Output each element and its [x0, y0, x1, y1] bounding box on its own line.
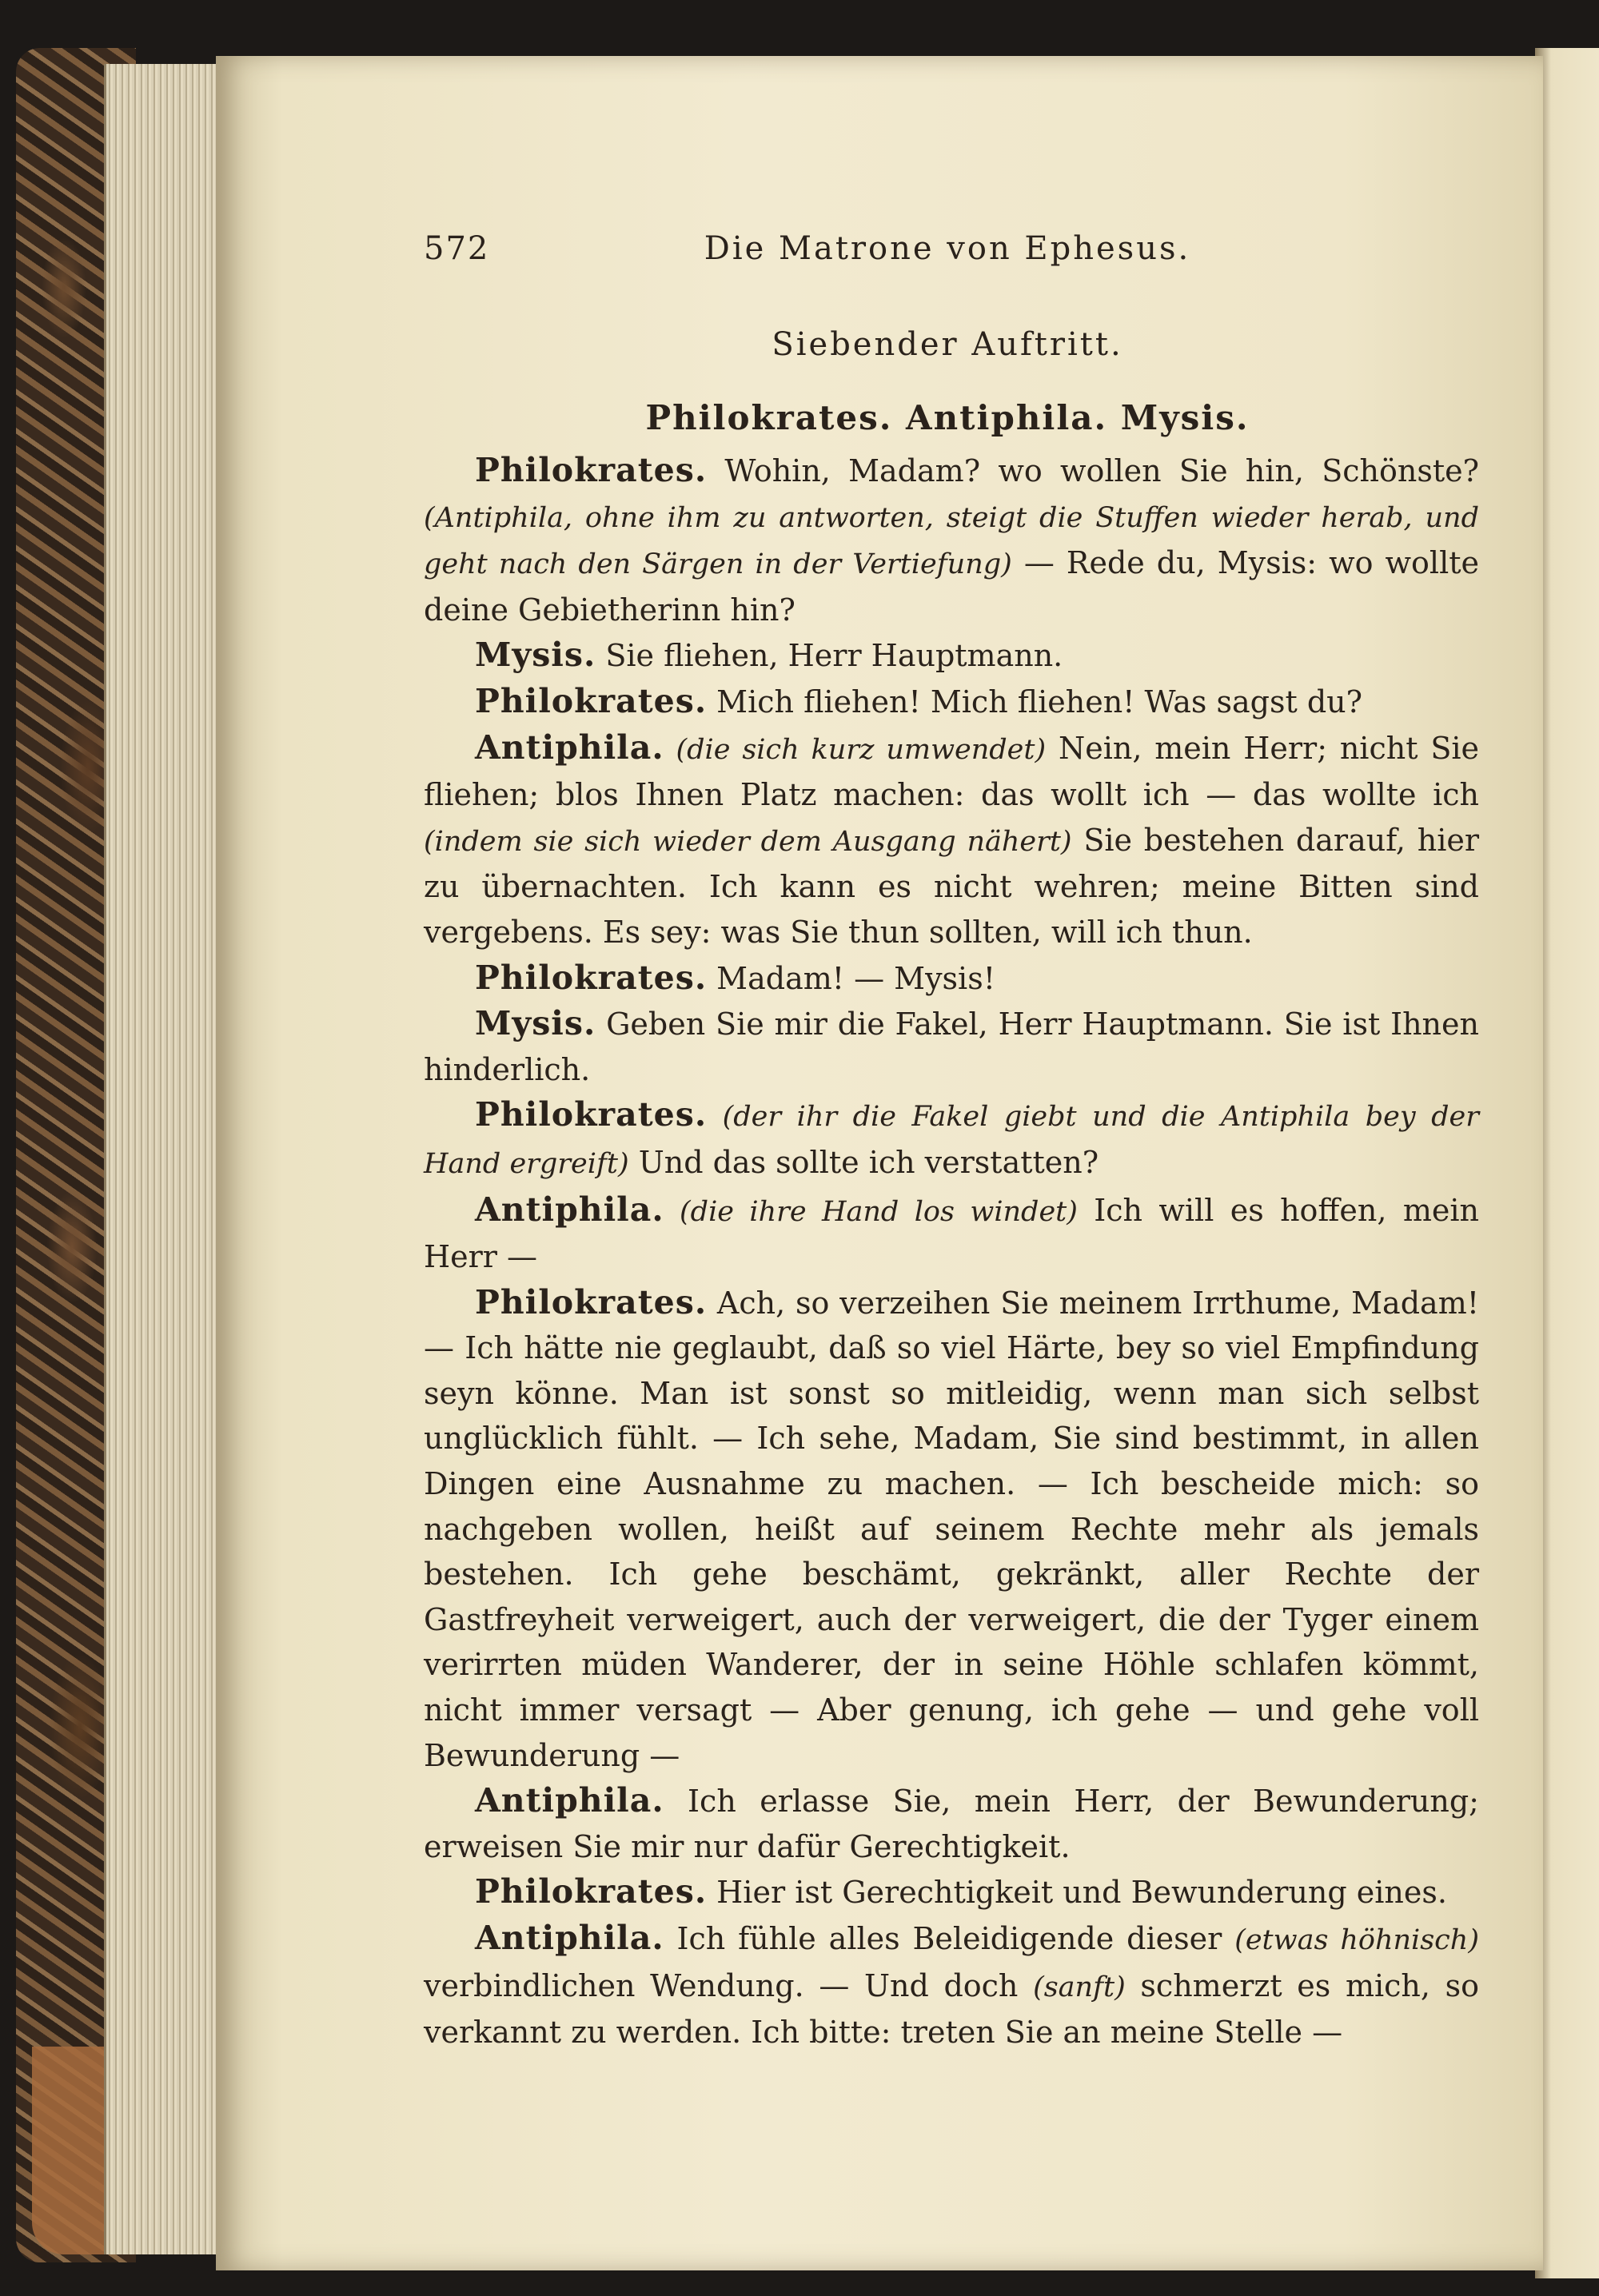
speech-text: Sie bestehen darauf, hier zu übernachten. Ich kann es nicht wehren; meine Bitten sind vergebens. Es sey: was Sie thun sollten, will ich thun.: [424, 822, 1479, 950]
speaker-name: Philokrates.: [475, 1282, 708, 1321]
scene-cast: Philokrates. Antiphila. Mysis.: [645, 398, 1250, 437]
speech-paragraph: [424, 1280, 1479, 1779]
speech-paragraph: [424, 632, 1479, 679]
stage-direction: (die ihre Hand los windet): [664, 1195, 1078, 1228]
speech-text: schmerzt es mich, so verkannt zu werden. Ich bitte: treten Sie an meine Stelle —: [424, 1967, 1479, 2051]
speech-text: Mich fliehen! Mich fliehen! Was sagst du?: [707, 684, 1363, 719]
speaker-name: Antiphila.: [475, 727, 664, 767]
facing-page-edge: [1535, 48, 1599, 2278]
stage-direction: (sanft): [1033, 1971, 1126, 2003]
speech-paragraph: [424, 1778, 1479, 1869]
speech-text: Wohin, Madam? wo wollen Sie hin, Schönste?: [707, 453, 1479, 488]
speech-paragraph: [424, 1001, 1479, 1092]
speech-text: Hier ist Gerechtigkeit und Bewunderung eines.: [707, 1875, 1447, 1911]
speech-paragraph: [424, 1187, 1479, 1280]
speech-text: Sie fliehen, Herr Hauptmann.: [596, 638, 1063, 674]
speech-text: Ach, so verzeihen Sie meinem Irrthume, Madam! — Ich hätte nie geglaubt, daß so viel Härte, bey so viel Empfindung seyn könne. Man ist sonst so mitleidig, wenn man sich selbst unglücklich fühlt. — Ich sehe, Madam, Sie sind bestimmt, in allen Dingen eine Ausnahme zu machen. — Ich bescheide mich: so nachgeben wollen, heißt auf seinem Rechte mehr als jemals bestehen. Ich gehe beschämt, gekränkt, aller Rechte der Gastfreyheit verweigert, auch der verweigert, die der Tyger einem verirrten müden Wanderer, der in seine Höhle schlafen kömmt, nicht immer versagt — Aber genung, ich gehe — und gehe voll Bewunderung —: [424, 1285, 1479, 1773]
stage-direction: (Antiphila, ohne ihm zu antworten, steigt die Stuffen wieder herab, und geht nach den Särgen in der Vertiefung): [424, 501, 1479, 581]
speech-text: verbindlichen Wendung. — Und doch: [424, 1967, 1034, 2003]
speaker-name: Antiphila.: [475, 1190, 664, 1229]
stage-direction: (indem sie sich wieder dem Ausgang nähert): [424, 825, 1072, 858]
speech-paragraph: [424, 448, 1479, 632]
speech-paragraph: [424, 679, 1479, 725]
dialogue-body: [424, 448, 1479, 2055]
speaker-name: Antiphila.: [475, 1781, 664, 1820]
speech-text: Ich will es hoffen, mein Herr —: [424, 1192, 1479, 1275]
speaker-name: Antiphila.: [475, 1919, 664, 1957]
speech-paragraph: [424, 1869, 1479, 1915]
running-title: Die Matrone von Ephesus.: [704, 230, 1191, 267]
speech-text: — Rede du, Mysis: wo wollte deine Gebietherinn hin?: [424, 545, 1479, 628]
stage-direction: (die sich kurz umwendet): [664, 733, 1047, 766]
speaker-name: Mysis.: [475, 636, 596, 675]
scene-title: Siebender Auftritt.: [772, 326, 1123, 363]
speaker-name: Philokrates.: [475, 681, 708, 720]
speech-paragraph: [424, 955, 1479, 1002]
page-edges: [104, 64, 226, 2254]
speech-text: Madam! — Mysis!: [707, 960, 995, 996]
speaker-name: Mysis.: [475, 1004, 596, 1043]
speaker-name: Philokrates.: [475, 1095, 708, 1134]
stage-direction: (etwas höhnisch): [1234, 1924, 1479, 1956]
page-header: [424, 230, 1471, 278]
speech-text: Ich erlasse Sie, mein Herr, der Bewunderung; erweisen Sie mir nur dafür Gerechtigkeit.: [424, 1784, 1479, 1864]
speech-text: Und das sollte ich verstatten?: [628, 1144, 1099, 1180]
speech-text: Nein, mein Herr; nicht Sie fliehen; blos Ihnen Platz machen: das wollt ich — das wollte ich: [424, 730, 1480, 813]
page-number: 572: [424, 230, 490, 267]
speaker-name: Philokrates.: [475, 958, 708, 997]
speech-paragraph: [424, 1092, 1479, 1186]
stage-direction: (der ihr die Fakel giebt und die Antiphila bey der Hand ergreift): [424, 1101, 1479, 1180]
speech-text: Ich fühle alles Beleidigende dieser: [664, 1921, 1235, 1956]
speaker-name: Philokrates.: [475, 451, 708, 489]
speech-paragraph: [424, 725, 1479, 955]
speaker-name: Philokrates.: [475, 1872, 708, 1911]
speech-text: Geben Sie mir die Fakel, Herr Hauptmann. Sie ist Ihnen hinderlich.: [424, 1006, 1479, 1087]
speech-paragraph: [424, 1915, 1479, 2055]
